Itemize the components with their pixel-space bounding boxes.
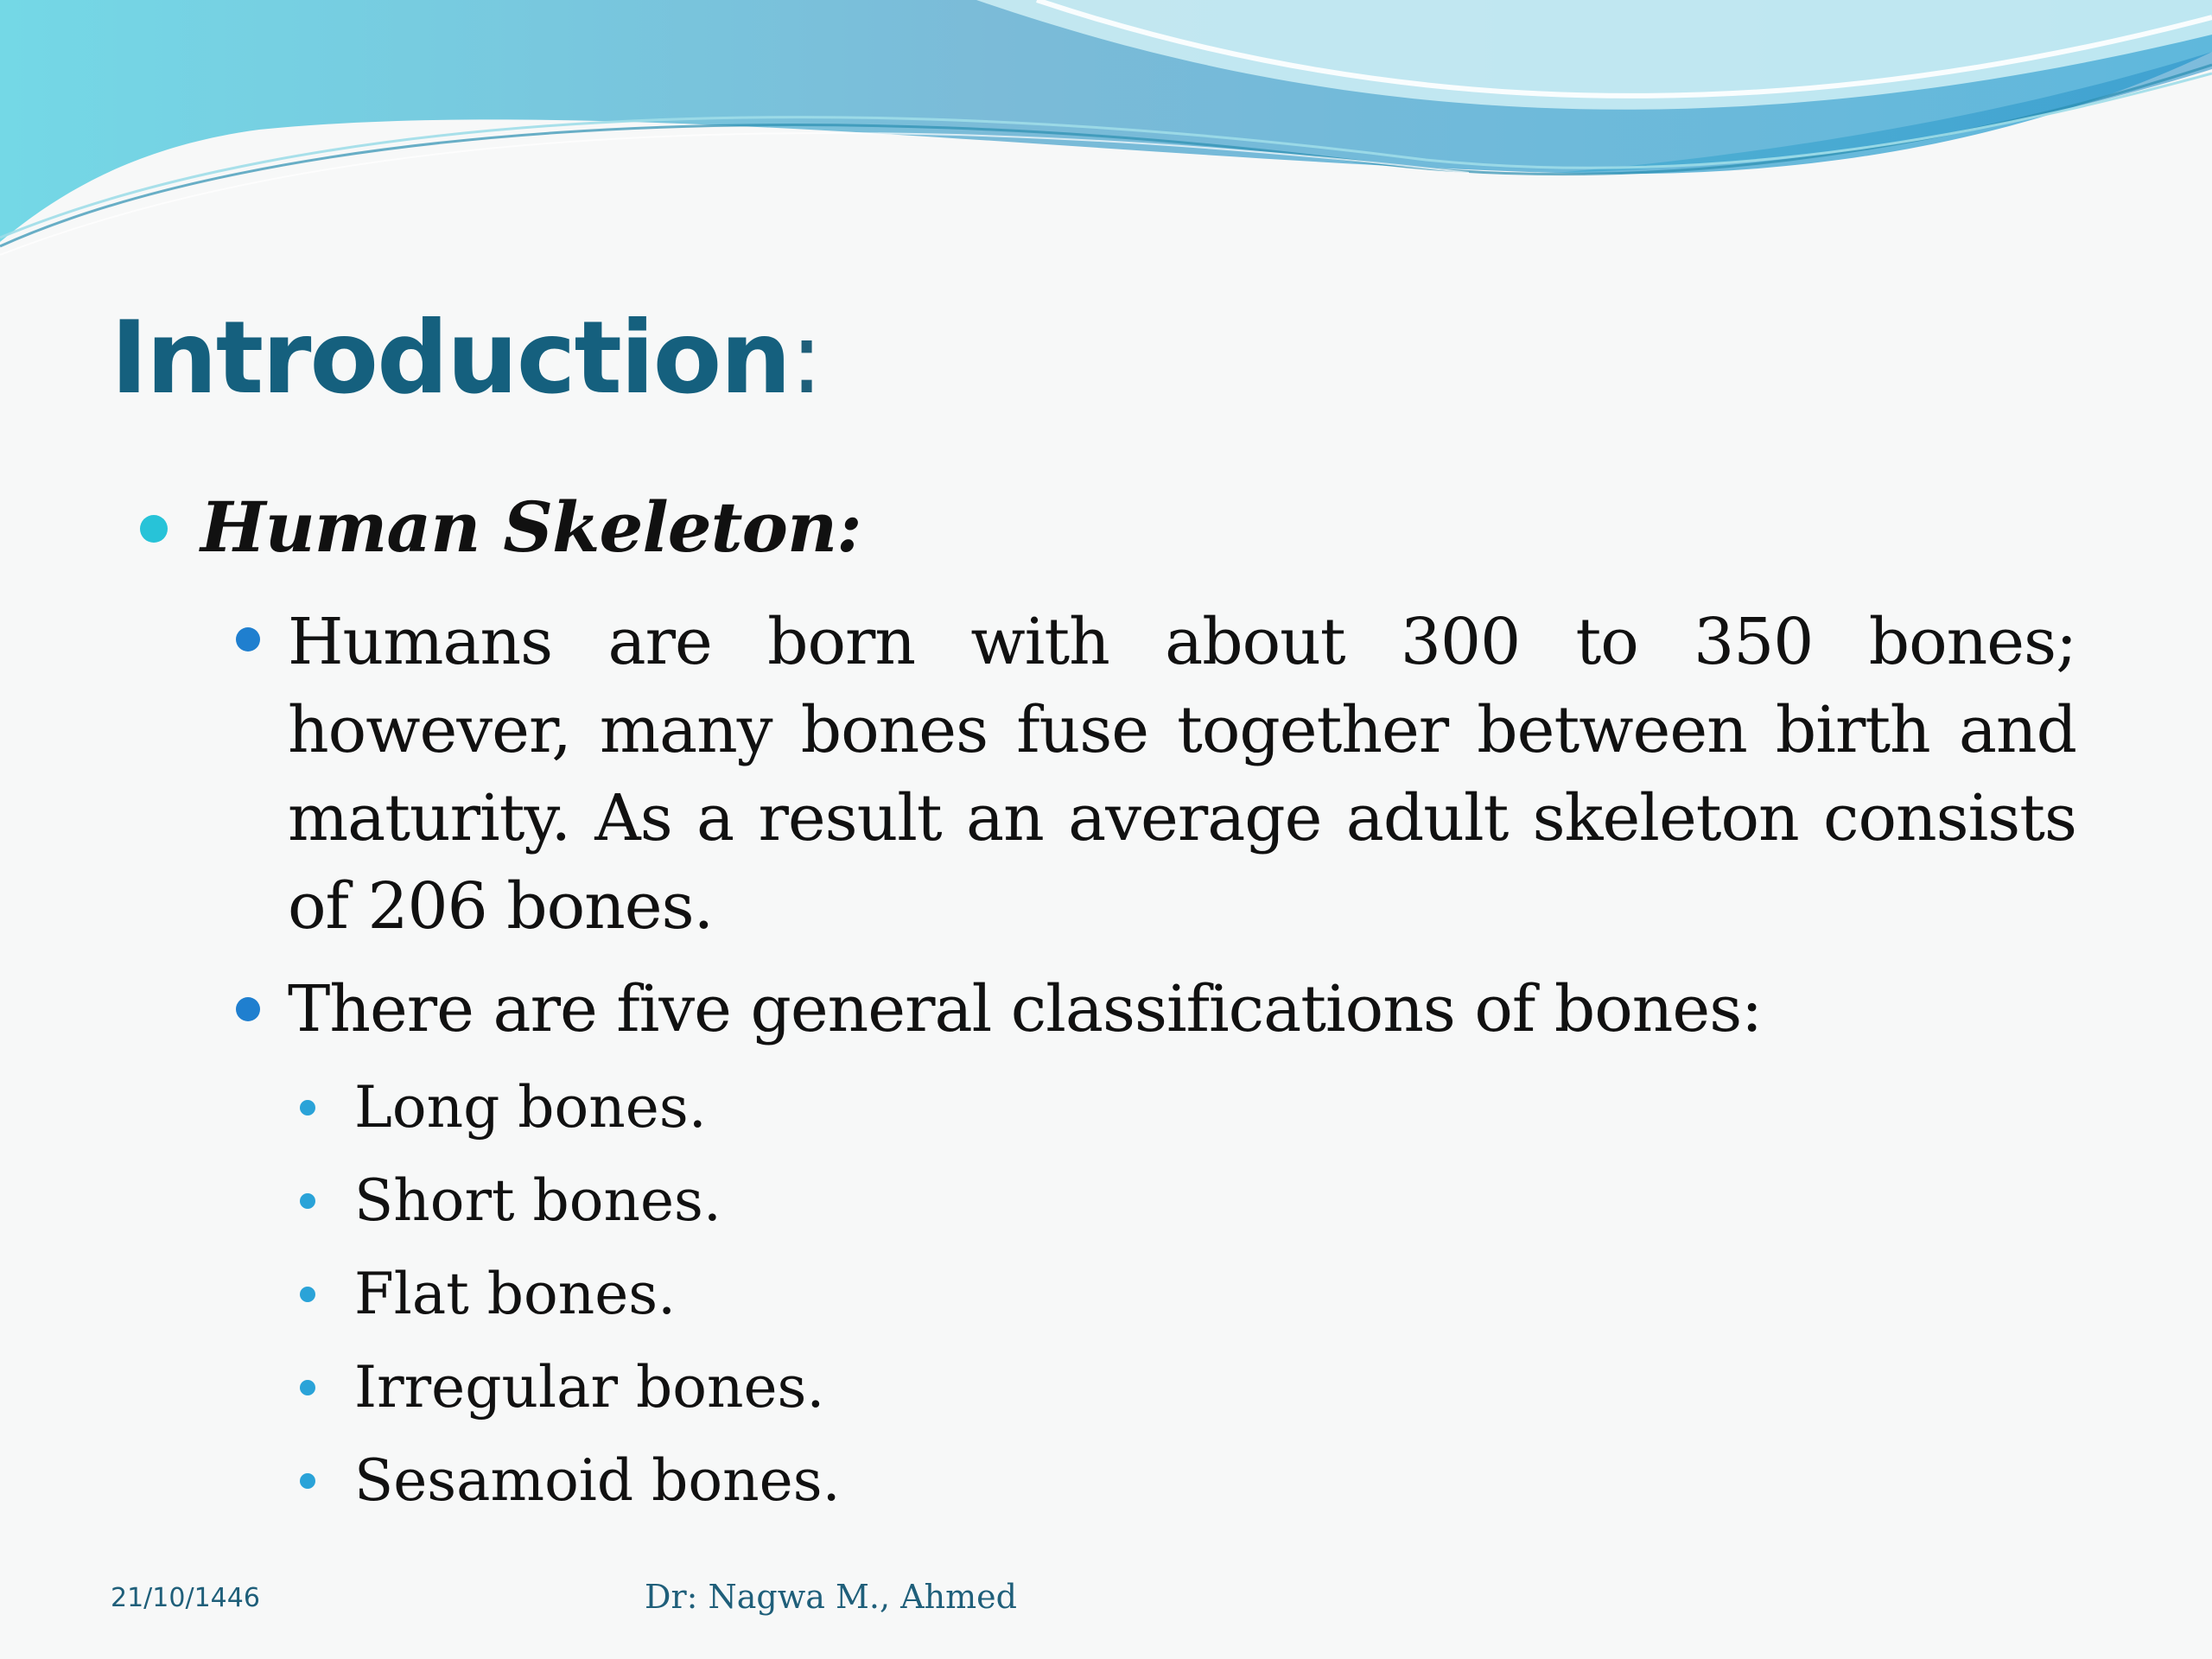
paragraph-text: Humans are born with about 300 to 350 bones; however, many bones fuse together between birth and maturity. As a result an average adult skeleton consists of 206 bones.	[288, 605, 2076, 944]
bullet-level3-icon	[300, 1380, 315, 1395]
section-heading: Human Skeleton:	[200, 486, 861, 568]
list-item: Long bones.	[354, 1074, 707, 1141]
bullet-level3-icon	[300, 1100, 315, 1116]
bullet-level1-icon	[140, 515, 168, 543]
list-item: Flat bones.	[354, 1261, 677, 1327]
list-item: Sesamoid bones.	[354, 1447, 841, 1514]
bullet-level3-icon	[300, 1193, 315, 1209]
list-item: Irregular bones.	[354, 1354, 825, 1421]
bullet-level3-icon	[300, 1287, 315, 1302]
slide-title-colon: :	[789, 300, 823, 416]
bullet-level2-icon	[236, 997, 260, 1021]
list-item: Short bones.	[354, 1167, 721, 1234]
decorative-wave-banner	[0, 0, 2212, 276]
slide-title-text: Introduction	[111, 300, 790, 416]
footer-author: Dr: Nagwa M., Ahmed	[645, 1578, 1017, 1616]
classifications-intro: There are five general classifications of bones:	[288, 972, 1763, 1046]
bullet-level2-icon	[236, 627, 260, 652]
bullet-level3-icon	[300, 1473, 315, 1489]
footer-date: 21/10/1446	[111, 1583, 260, 1613]
slide-title	[111, 298, 822, 418]
